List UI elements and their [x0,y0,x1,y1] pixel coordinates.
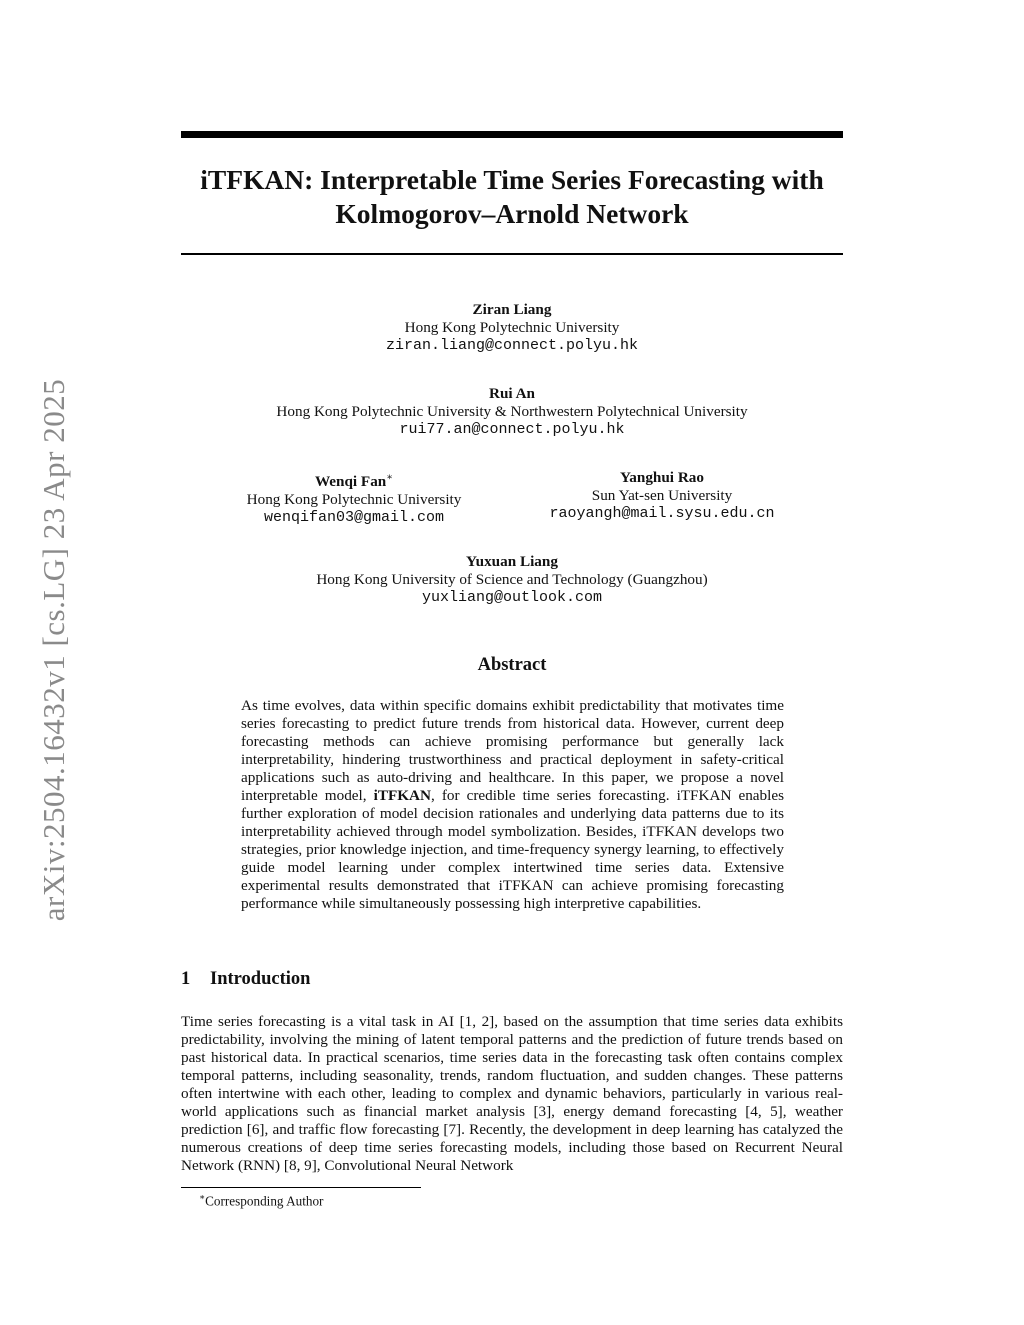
author-affiliation: Hong Kong Polytechnic University & Northwestern Polytechnical University [276,403,748,420]
section-number: 1 [181,969,191,989]
author-name-text: Wenqi Fan [314,473,387,491]
abstract-text-part: , for credible time series forecasting. iTFKAN enables further exploration of model decision rationales and underlying data patterns due to its interpretability achieved through model symbolization. Besides, iTFKAN develops two strategies, prior knowledge injection, and time-frequency synergy learning, to effectively guide model learning under complex intertwined time series data. Extensive experimental results demonstrated that iTFKAN can achieve promising forecasting performance while simultaneously possessing high interpretive capabilities. [241,787,785,912]
author-block [181,553,843,607]
abstract-heading: Abstract [477,655,547,675]
corresponding-mark: ∗ [386,472,394,483]
footnote-rule [181,1187,421,1188]
author-email[interactable]: yuxliang@outlook.com [421,589,603,606]
author-block [181,301,843,355]
author-name: Yuxuan Liang [466,553,558,570]
author-block [522,469,802,523]
author-name [214,469,494,491]
title-top-rule [181,131,843,138]
author-block [181,385,843,439]
title-bottom-rule [181,253,843,255]
abstract-text-part: As time evolves, data within specific domains exhibit predictability that motivates time series forecasting to predict future trends from historical data. However, current deep forecasting methods can achieve promising performance but generally lack interpretability, hindering trustworthiness and practical deployment in safety-critical applications such as auto-driving and healthcare. In this paper, we propose a novel interpretable model, [241,697,784,804]
arxiv-identifier: arXiv:2504.16432v1 [cs.LG] 23 Apr 2025 [36,378,71,922]
author-email[interactable]: ziran.liang@connect.polyu.hk [385,337,639,354]
section-heading [181,969,310,990]
author-name: Ziran Liang [472,301,552,318]
author-email[interactable]: raoyangh@mail.sysu.edu.cn [549,505,775,522]
author-affiliation: Hong Kong Polytechnic University [246,491,462,509]
author-name: Rui An [488,385,535,402]
author-affiliation: Sun Yat-sen University [591,487,733,504]
paper-title [181,163,843,231]
author-affiliation: Hong Kong University of Science and Technology (Guangzhou) [316,571,708,588]
author-affiliation: Hong Kong Polytechnic University [404,319,620,336]
footnote-mark: ∗ [199,1192,206,1202]
abstract-text [241,697,784,913]
model-name: iTFKAN [373,787,431,804]
author-email[interactable]: wenqifan03@gmail.com [263,509,445,527]
title-line-2: Kolmogorov–Arnold Network [335,198,689,229]
introduction-text: Time series forecasting is a vital task in AI [1, 2], based on the assumption that time series data exhibits predictability, involving the mining of latent temporal patterns and the prediction of future trends based on past historical data. In practical scenarios, time series data in the forecasting task often contains complex temporal patterns, including seasonality, trends, random fluctuation, and sudden changes. These patterns often intertwine with each other, leading to complex and dynamic behaviors, particularly in various real-world applications such as financial market analysis [3], energy demand forecasting [4, 5], weather prediction [6], and traffic flow forecasting [7]. Recently, the development in deep learning has catalyzed the numerous creations of deep time series forecasting models, including those based on Recurrent Neural Network (RNN) [8, 9], Convolutional Neural Network [181,1013,843,1174]
footnote [199,1189,323,1209]
author-email[interactable]: rui77.an@connect.polyu.hk [399,421,625,438]
footnote-text: Corresponding Author [205,1193,324,1209]
title-line-1: iTFKAN: Interpretable Time Series Forecasting with [200,164,824,195]
author-block [214,469,494,527]
section-title: Introduction [210,969,311,989]
author-name: Yanghui Rao [620,469,704,486]
